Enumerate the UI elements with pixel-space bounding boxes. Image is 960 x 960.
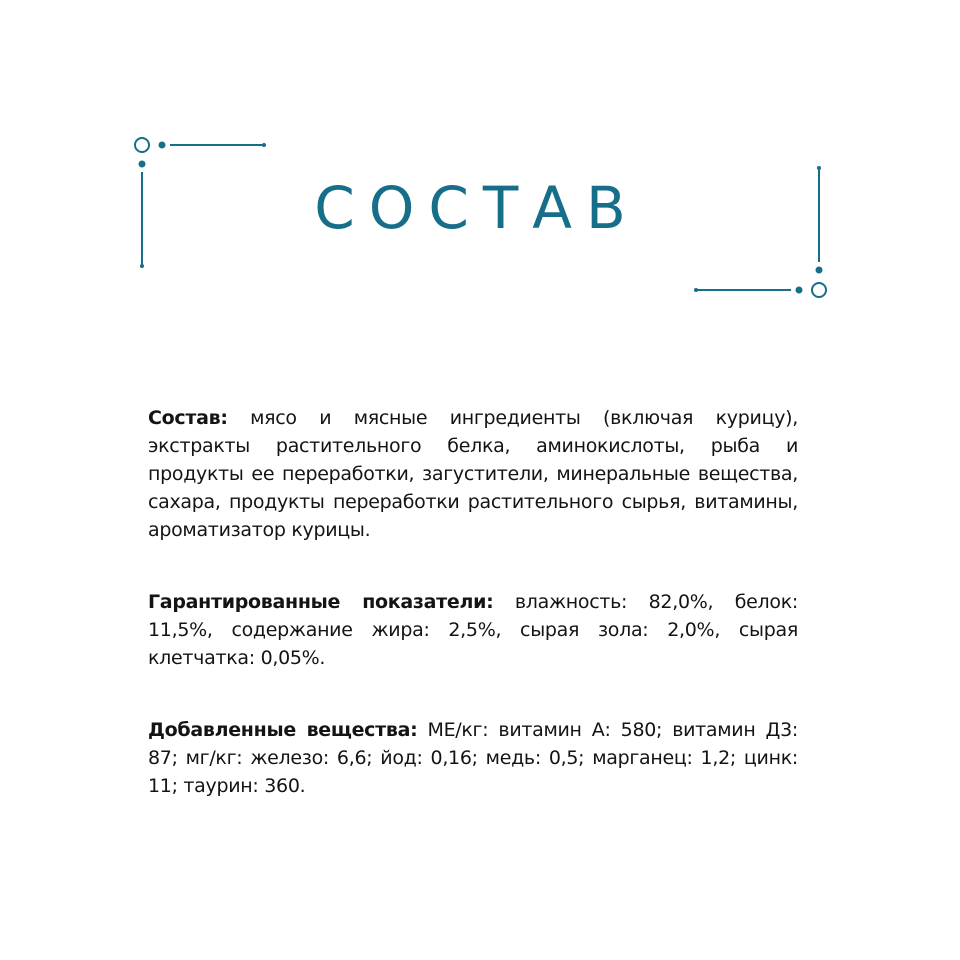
ring-icon <box>135 138 149 152</box>
paragraph-text: мясо и мясные ингредиенты (включая курицу), экстракты растительного белка, аминокислоты, рыба и продукты ее переработки, загустители, минеральные вещества, сахара, продукты переработки растительного сырья, витамины, ароматизатор курицы. <box>148 407 798 541</box>
paragraph-label: Состав: <box>148 407 228 429</box>
composition-text <box>148 404 798 844</box>
paragraph-text: влажность: 82,0%, белок: 11,5%, содержание жира: 2,5%, сырая зола: 2,0%, сырая клетчатка: 0,05%. <box>148 591 798 669</box>
dot-icon <box>694 288 698 292</box>
paragraph-text: МЕ/кг: витамин А: 580; витамин Д3: 87; мг/кг: железо: 6,6; йод: 0,16; медь: 0,5; марганец: 1,2; цинк: 11; таурин: 360. <box>148 719 798 797</box>
additives-paragraph <box>148 716 798 800</box>
dot-icon <box>159 142 166 149</box>
composition-paragraph <box>148 404 798 544</box>
dot-icon <box>796 287 803 294</box>
paragraph-label: Гарантированные показатели: <box>148 591 494 613</box>
dot-icon <box>816 267 823 274</box>
page-title: СОСТАВ <box>314 174 640 242</box>
dot-icon <box>140 264 144 268</box>
paragraph-label: Добавленные вещества: <box>148 719 418 741</box>
guaranteed-values-paragraph <box>148 588 798 672</box>
ring-icon <box>812 283 826 297</box>
dot-icon <box>262 143 266 147</box>
dot-icon <box>139 161 146 168</box>
